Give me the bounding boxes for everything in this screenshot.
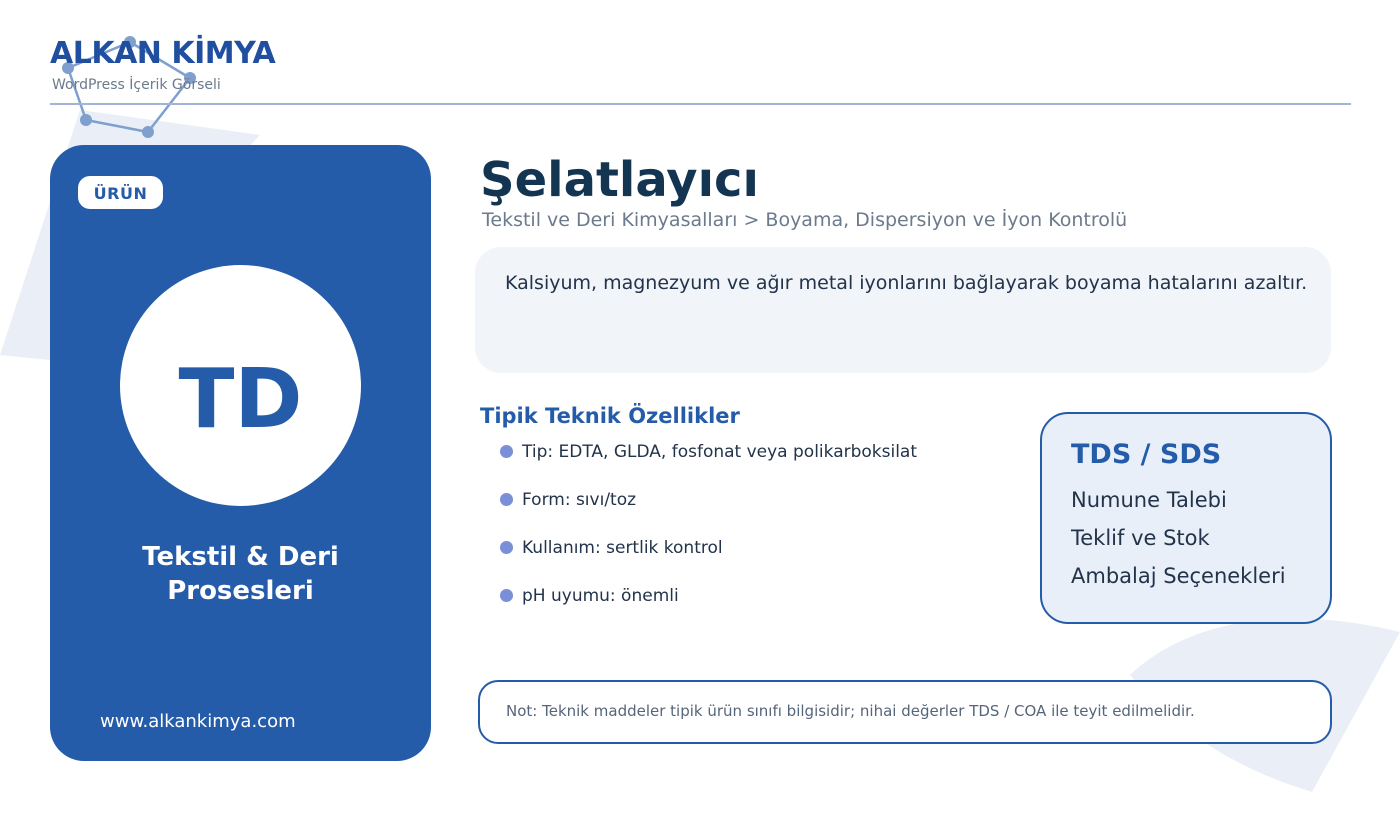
bullet-icon: [500, 589, 513, 602]
spec-text: Form: sıvı/toz: [522, 490, 637, 510]
website-link[interactable]: www.alkankimya.com: [100, 711, 296, 732]
spec-item: [500, 586, 679, 612]
docs-item-sample-request[interactable]: Numune Talebi: [1071, 488, 1227, 512]
product-card: [50, 145, 431, 761]
product-badge: ÜRÜN: [78, 176, 163, 209]
description-box: [475, 247, 1331, 373]
spec-item: [500, 442, 917, 468]
bullet-icon: [500, 445, 513, 458]
bullet-icon: [500, 493, 513, 506]
card-category: [70, 540, 411, 608]
documents-box: [1040, 412, 1332, 624]
spec-text: Tip: EDTA, GLDA, fosfonat veya polikarboksilat: [522, 442, 918, 462]
spec-item: [500, 490, 636, 516]
brand-logo: ALKAN KİMYA: [50, 36, 276, 71]
docs-title[interactable]: TDS / SDS: [1071, 439, 1222, 470]
description-text: Kalsiyum, magnezyum ve ağır metal iyonlarını bağlayarak boyama hatalarını azaltır.: [505, 272, 1308, 294]
bullet-icon: [500, 541, 513, 554]
spec-item: [500, 538, 723, 564]
brand-subtitle: WordPress İçerik Görseli: [52, 77, 221, 93]
note-box: [478, 680, 1332, 744]
molecule-node: [142, 126, 154, 138]
docs-item-packaging[interactable]: Ambalaj Seçenekleri: [1071, 564, 1286, 588]
card-category-line2: Prosesleri: [167, 576, 314, 606]
monogram-text: TD: [178, 352, 303, 447]
header-divider: [50, 103, 1351, 105]
docs-item-quote-stock[interactable]: Teklif ve Stok: [1071, 526, 1210, 550]
product-title: Şelatlayıcı: [480, 152, 759, 208]
monogram-circle: [120, 265, 361, 506]
specs-heading: Tipik Teknik Özellikler: [480, 404, 740, 428]
card-category-line1: Tekstil & Deri: [142, 542, 339, 572]
breadcrumb: Tekstil ve Deri Kimyasalları > Boyama, Dispersiyon ve İyon Kontrolü: [482, 209, 1128, 231]
molecule-node: [80, 114, 92, 126]
spec-text: pH uyumu: önemli: [522, 586, 679, 606]
note-text: Not: Teknik maddeler tipik ürün sınıfı bilgisidir; nihai değerler TDS / COA ile teyit edilmelidir.: [506, 702, 1195, 720]
spec-text: Kullanım: sertlik kontrol: [522, 538, 723, 558]
